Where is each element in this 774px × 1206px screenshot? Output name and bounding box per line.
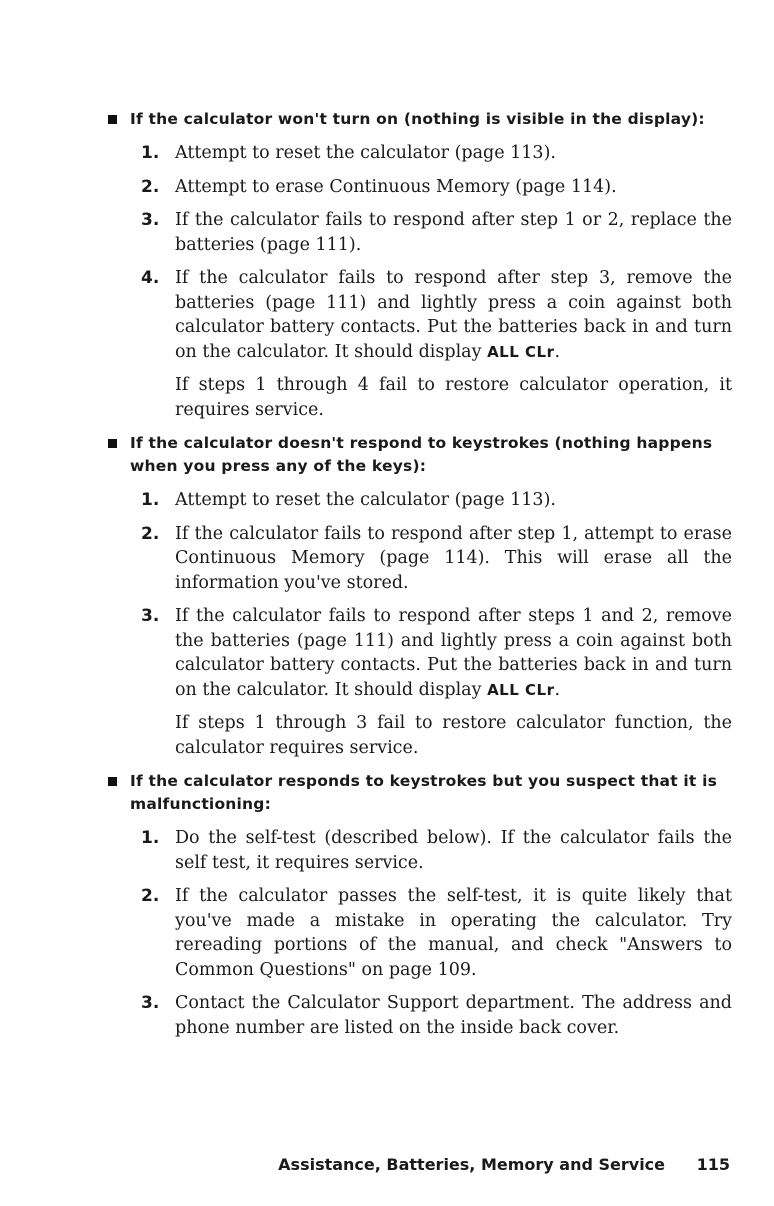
step-number: 2.: [141, 886, 160, 906]
step-text: If the calculator fails to respond after step 1, attempt to erase Continuous Memory (page 114). This will erase all the information you've stored.: [175, 523, 732, 593]
section-heading: If the calculator doesn't respond to keystrokes (nothing happens when you press any of the keys):: [108, 432, 732, 478]
display-readout: ALL CLr: [487, 342, 555, 361]
step-number: 1.: [141, 828, 160, 848]
step-number: 1.: [141, 490, 160, 510]
square-bullet-icon: [108, 439, 117, 448]
troubleshoot-section-no-display: [108, 108, 732, 422]
step-number: 2.: [141, 523, 160, 544]
step-item: [108, 884, 732, 982]
page-footer: [278, 1155, 730, 1174]
step-number: 3.: [141, 993, 160, 1013]
step-number: 2.: [141, 176, 160, 197]
step-text: If the calculator fails to respond after steps 1 and 2, remove the batteries (page 111) and lightly press a coin against both calculator battery contacts. Put the batteries back in and turn on the calculator. It should display ALL CLr.: [175, 606, 732, 700]
troubleshoot-section-no-keystrokes: [108, 432, 732, 760]
step-number: 3.: [141, 210, 160, 230]
section-heading: If the calculator responds to keystrokes but you suspect that it is malfunctioning:: [108, 770, 732, 816]
step-item: [108, 488, 732, 513]
footer-chapter-title: Assistance, Batteries, Memory and Service: [278, 1155, 666, 1174]
step-item: [108, 266, 732, 364]
square-bullet-icon: [108, 115, 117, 124]
step-text: If the calculator passes the self-test, it is quite likely that you've made a mistake in operating the calculator. Try rereading portions of the manual, and check "Answers to Common Questions" on page 109.: [175, 886, 732, 980]
step-item: [108, 604, 732, 702]
step-item: [108, 826, 732, 875]
step-text: Attempt to erase Continuous Memory (page 114).: [175, 176, 617, 197]
step-text: Contact the Calculator Support department. The address and phone number are listed on the inside back cover.: [175, 993, 732, 1038]
step-text: Attempt to reset the calculator (page 113).: [175, 490, 556, 510]
step-number: 3.: [141, 606, 160, 626]
step-text: Do the self-test (described below). If the calculator fails the self test, it requires service.: [175, 828, 732, 873]
service-note: If steps 1 through 4 fail to restore calculator operation, it requires service.: [175, 375, 732, 420]
step-number: 1.: [141, 143, 160, 163]
step-text: If the calculator fails to respond after step 3, remove the batteries (page 111) and lightly press a coin against both calculator battery contacts. Put the batteries back in and turn on the calculator. It should display ALL CLr.: [175, 268, 732, 362]
step-item: [108, 208, 732, 257]
page-content: [108, 108, 732, 1050]
section-heading: If the calculator won't turn on (nothing is visible in the display):: [108, 108, 732, 131]
step-text: If the calculator fails to respond after step 1 or 2, replace the batteries (page 111).: [175, 210, 732, 255]
step-item: [108, 141, 732, 166]
troubleshoot-section-malfunction: [108, 770, 732, 1040]
step-text: Attempt to reset the calculator (page 113).: [175, 143, 556, 163]
square-bullet-icon: [108, 777, 117, 786]
step-item: [108, 991, 732, 1040]
service-note: If steps 1 through 3 fail to restore calculator function, the calculator requires service.: [175, 713, 732, 758]
page-number: 115: [696, 1155, 730, 1174]
step-item: [108, 175, 732, 200]
display-readout: ALL CLr: [487, 680, 555, 699]
step-item: [108, 522, 732, 596]
step-number: 4.: [141, 268, 160, 288]
